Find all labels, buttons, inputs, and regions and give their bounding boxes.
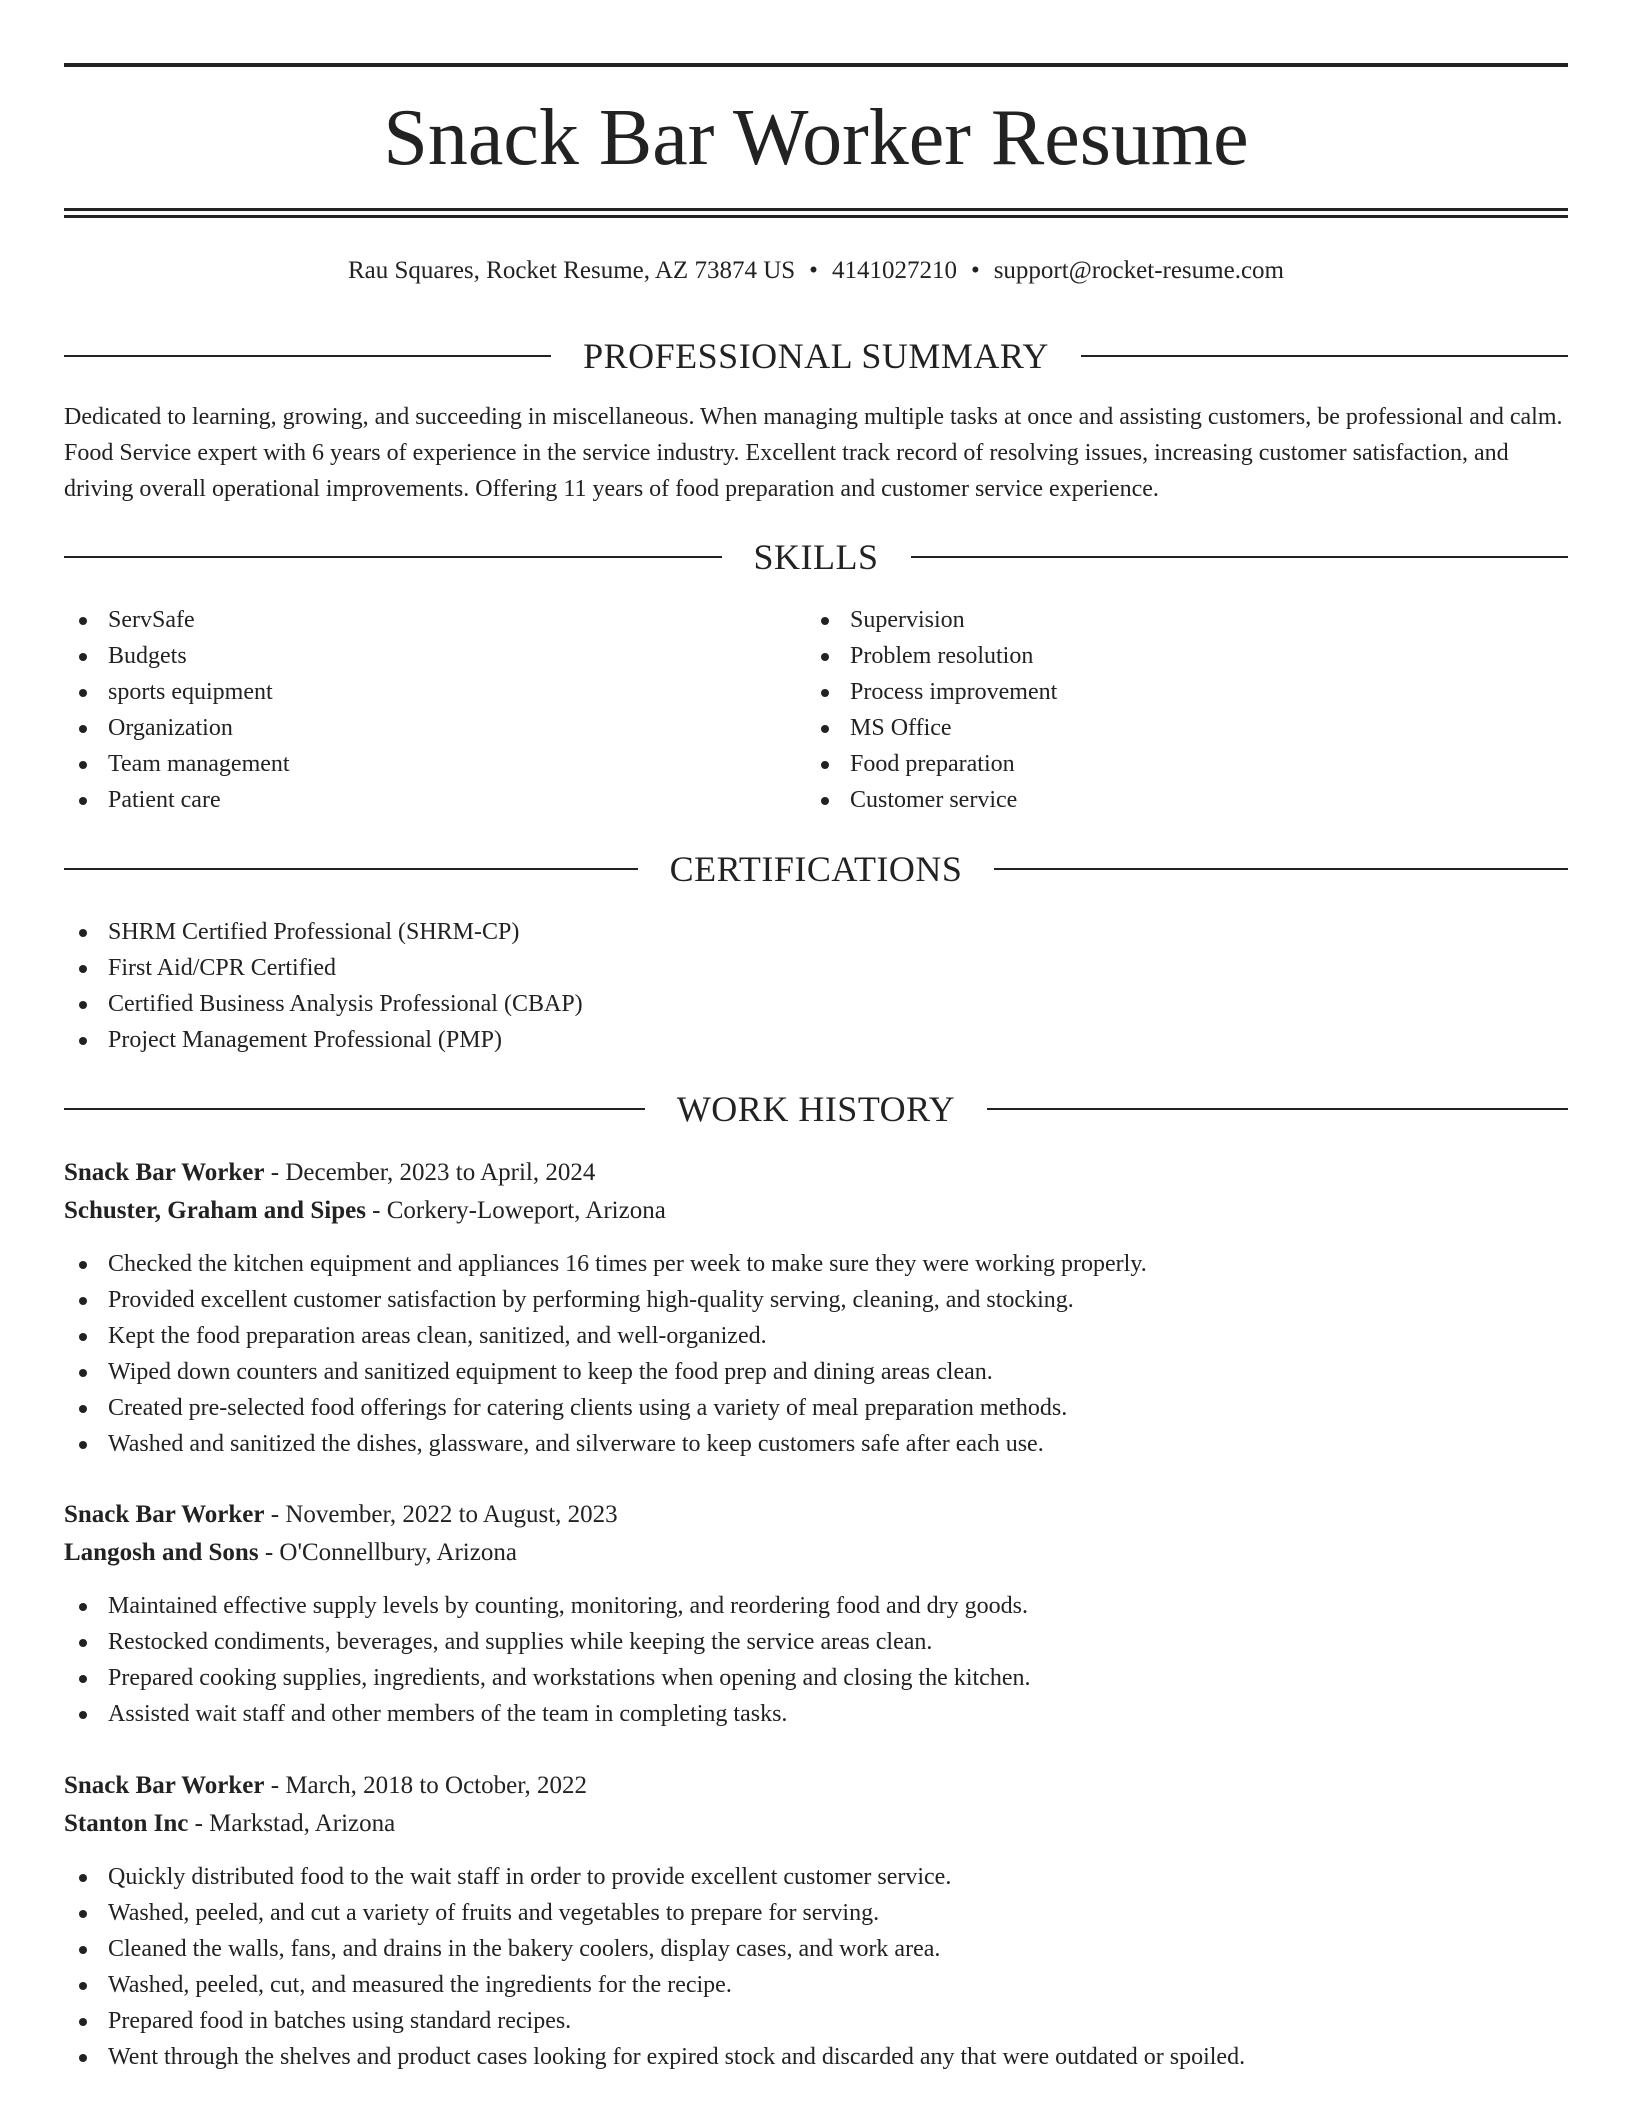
skills-list-left bbox=[64, 602, 764, 818]
job-entry bbox=[64, 1154, 1568, 1462]
job-company: Schuster, Graham and Sipes bbox=[64, 1197, 366, 1224]
top-rule bbox=[64, 63, 1568, 67]
list-item: Cleaned the walls, fans, and drains in the bakery coolers, display cases, and work area. bbox=[64, 1931, 1568, 1967]
list-item: MS Office bbox=[806, 710, 1506, 746]
list-item: Washed, peeled, cut, and measured the ingredients for the recipe. bbox=[64, 1967, 1568, 2003]
section-title: CERTIFICATIONS bbox=[669, 849, 963, 889]
list-item: Prepared food in batches using standard recipes. bbox=[64, 2003, 1568, 2039]
list-item: Problem resolution bbox=[806, 638, 1506, 674]
heading-rule bbox=[987, 1108, 1568, 1110]
job-company: Stanton Inc bbox=[64, 1810, 189, 1837]
job-title: Snack Bar Worker bbox=[64, 1501, 265, 1528]
list-item: Created pre-selected food offerings for catering clients using a variety of meal preparation methods. bbox=[64, 1390, 1568, 1426]
skills-column-left bbox=[64, 602, 764, 818]
heading-rule bbox=[64, 868, 638, 870]
contact-separator: • bbox=[809, 257, 818, 284]
job-entry bbox=[64, 1496, 1568, 1732]
list-item: Budgets bbox=[64, 638, 764, 674]
list-item: Went through the shelves and product cases looking for expired stock and discarded any that were outdated or spoiled. bbox=[64, 2039, 1568, 2075]
section-title: PROFESSIONAL SUMMARY bbox=[583, 336, 1049, 376]
list-item: Maintained effective supply levels by counting, monitoring, and reordering food and dry goods. bbox=[64, 1588, 1568, 1624]
list-item: Washed and sanitized the dishes, glassware, and silverware to keep customers safe after each use. bbox=[64, 1426, 1568, 1462]
list-item: Washed, peeled, and cut a variety of fruits and vegetables to prepare for serving. bbox=[64, 1895, 1568, 1931]
list-item: First Aid/CPR Certified bbox=[64, 950, 1264, 986]
job-duties-list bbox=[64, 1246, 1568, 1462]
certifications-block bbox=[64, 914, 1264, 1058]
job-title-line bbox=[64, 1767, 1568, 1805]
list-item: ServSafe bbox=[64, 602, 764, 638]
heading-rule bbox=[911, 556, 1569, 558]
list-item: Assisted wait staff and other members of the team in completing tasks. bbox=[64, 1696, 1568, 1732]
job-title-line bbox=[64, 1496, 1568, 1534]
heading-rule bbox=[64, 556, 722, 558]
job-location: - Markstad, Arizona bbox=[188, 1810, 396, 1837]
heading-rule bbox=[64, 1108, 645, 1110]
list-item: sports equipment bbox=[64, 674, 764, 710]
list-item: Restocked condiments, beverages, and supplies while keeping the service areas clean. bbox=[64, 1624, 1568, 1660]
job-title-line bbox=[64, 1154, 1568, 1192]
list-item: Certified Business Analysis Professional (CBAP) bbox=[64, 986, 1264, 1022]
list-item: Customer service bbox=[806, 782, 1506, 818]
section-heading-summary bbox=[64, 334, 1568, 378]
job-location: - Corkery-Loweport, Arizona bbox=[365, 1197, 666, 1224]
title-double-rule bbox=[64, 208, 1568, 218]
job-entry bbox=[64, 1767, 1568, 2075]
section-title: WORK HISTORY bbox=[676, 1089, 956, 1129]
list-item: SHRM Certified Professional (SHRM-CP) bbox=[64, 914, 1264, 950]
list-item: Provided excellent customer satisfaction by performing high-quality serving, cleaning, and stocking. bbox=[64, 1282, 1568, 1318]
section-title: SKILLS bbox=[753, 537, 879, 577]
summary-text: Dedicated to learning, growing, and succeeding in miscellaneous. When managing multiple tasks at once and assisting customers, be professional and calm. Food Service expert with 6 years of experience in the service industry. Excellent track record of resolving issues, increasing customer satisfaction, and driving overall operational improvements. Offering 11 years of food preparation and customer service experience. bbox=[64, 404, 1563, 502]
section-heading-work-history bbox=[64, 1087, 1568, 1131]
job-company-line bbox=[64, 1192, 1568, 1230]
list-item: Quickly distributed food to the wait staff in order to provide excellent customer service. bbox=[64, 1859, 1568, 1895]
list-item: Team management bbox=[64, 746, 764, 782]
job-company: Langosh and Sons bbox=[64, 1539, 259, 1566]
job-duties-list bbox=[64, 1588, 1568, 1732]
section-heading-skills bbox=[64, 535, 1568, 579]
heading-rule bbox=[994, 868, 1568, 870]
list-item: Wiped down counters and sanitized equipment to keep the food prep and dining areas clean. bbox=[64, 1354, 1568, 1390]
skills-list-right bbox=[806, 602, 1506, 818]
contact-line bbox=[64, 254, 1568, 288]
list-item: Patient care bbox=[64, 782, 764, 818]
job-title: Snack Bar Worker bbox=[64, 1159, 265, 1186]
section-heading-certifications bbox=[64, 847, 1568, 891]
contact-phone: 4141027210 bbox=[831, 257, 957, 284]
list-item: Food preparation bbox=[806, 746, 1506, 782]
heading-rule bbox=[1081, 355, 1568, 357]
job-company-line bbox=[64, 1534, 1568, 1572]
job-duties-list bbox=[64, 1859, 1568, 2075]
certifications-list bbox=[64, 914, 1264, 1058]
job-dates: - March, 2018 to October, 2022 bbox=[264, 1772, 588, 1799]
resume-title: Snack Bar Worker Resume bbox=[383, 94, 1249, 182]
list-item: Checked the kitchen equipment and appliances 16 times per week to make sure they were working properly. bbox=[64, 1246, 1568, 1282]
job-location: - O'Connellbury, Arizona bbox=[258, 1539, 517, 1566]
job-dates: - December, 2023 to April, 2024 bbox=[264, 1159, 596, 1186]
list-item: Project Management Professional (PMP) bbox=[64, 1022, 1264, 1058]
contact-address: Rau Squares, Rocket Resume, AZ 73874 US bbox=[347, 257, 796, 284]
contact-email: support@rocket-resume.com bbox=[993, 257, 1284, 284]
list-item: Supervision bbox=[806, 602, 1506, 638]
job-dates: - November, 2022 to August, 2023 bbox=[264, 1501, 618, 1528]
job-title: Snack Bar Worker bbox=[64, 1772, 265, 1799]
contact-separator: • bbox=[970, 257, 980, 284]
list-item: Organization bbox=[64, 710, 764, 746]
list-item: Kept the food preparation areas clean, sanitized, and well-organized. bbox=[64, 1318, 1568, 1354]
heading-rule bbox=[64, 355, 551, 357]
skills-column-right bbox=[806, 602, 1506, 818]
list-item: Prepared cooking supplies, ingredients, and workstations when opening and closing the kitchen. bbox=[64, 1660, 1568, 1696]
list-item: Process improvement bbox=[806, 674, 1506, 710]
job-company-line bbox=[64, 1805, 1568, 1843]
